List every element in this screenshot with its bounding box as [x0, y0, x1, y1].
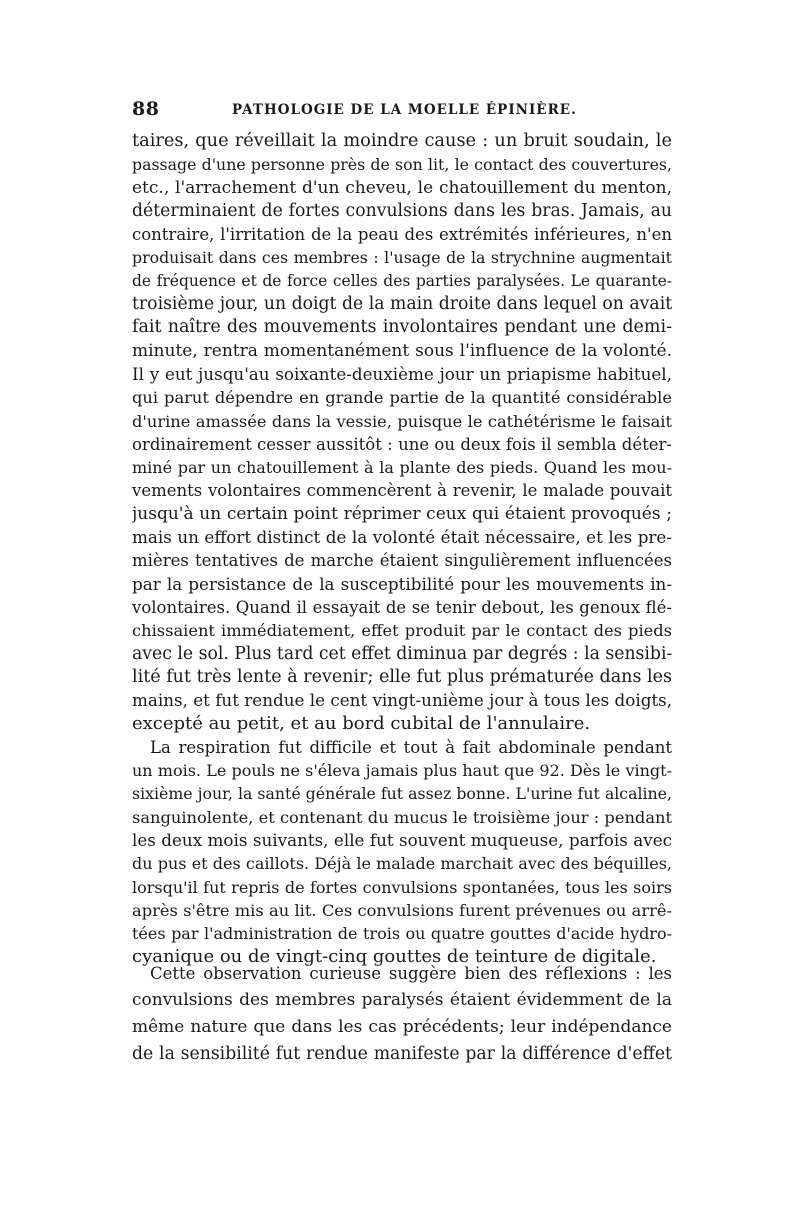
text-line: Cette observation curieuse suggère bien des réflexions : les: [150, 964, 672, 983]
paragraph-3: [132, 960, 672, 1068]
text-line: du pus et des caillots. Déjà le malade marchait avec des béquilles,: [132, 854, 672, 874]
text-line: etc., l'arrachement d'un cheveu, le chatouillement du menton,: [132, 177, 672, 198]
text-line: sanguinolente, et contenant du mucus le troisième jour : pendant: [132, 807, 672, 827]
text-line: de fréquence et de force celles des parties paralysées. Le quarante-: [132, 271, 672, 290]
text-line: produisait dans ces membres : l'usage de la strychnine augmentait: [132, 248, 672, 268]
text-line: avec le sol. Plus tard cet effet diminua par degrés : la sensibi-: [132, 643, 672, 664]
text-line: un mois. Le pouls ne s'éleva jamais plus haut que 92. Dès le vingt-: [132, 761, 672, 781]
running-head: [132, 98, 672, 120]
text-line: lorsqu'il fut repris de fortes convulsions spontanées, tous les soirs: [132, 877, 672, 897]
text-line: contraire, l'irritation de la peau des extrémités inférieures, n'en: [132, 225, 672, 245]
text-line: mières tentatives de marche étaient singulièrement influencées: [132, 551, 672, 571]
text-line: de la sensibilité fut rendue manifeste par la différence d'effet: [132, 1044, 672, 1064]
text-line: miné par un chatouillement à la plante des pieds. Quand les mou-: [132, 458, 672, 478]
text-line: mains, et fut rendue le cent vingt-unième jour à tous les doigts,: [132, 690, 672, 711]
text-line: Il y eut jusqu'au soixante-deuxième jour un priapisme habituel,: [132, 363, 672, 384]
text-line: sixième jour, la santé générale fut assez bonne. L'urine fut alcaline,: [132, 784, 672, 804]
text-line: La respiration fut difficile et tout à fait abdominale pendant: [150, 737, 672, 757]
text-line: mais un effort distinct de la volonté était nécessaire, et les pre-: [132, 527, 672, 548]
text-line: cyanique ou de vingt-cinq gouttes de teinture de digitale.: [132, 946, 657, 968]
text-line: volontaires. Quand il essayait de se tenir debout, les genoux flé-: [132, 597, 672, 617]
text-line: jusqu'à un certain point réprimer ceux qui étaient provoqués ;: [132, 503, 672, 524]
text-line: les deux mois suivants, elle fut souvent muqueuse, parfois avec: [132, 829, 672, 850]
running-title: PATHOLOGIE DE LA MOELLE ÉPINIÈRE.: [232, 102, 577, 118]
text-line: fait naître des mouvements involontaires pendant une demi-: [132, 317, 672, 338]
text-line: passage d'une personne près de son lit, le contact des couvertures,: [132, 155, 672, 175]
text-line: même nature que dans les cas précédents; leur indépendance: [132, 1017, 672, 1037]
page-number: 88: [132, 98, 160, 120]
text-line: après s'être mis au lit. Ces convulsions furent prévenues ou arrê-: [132, 900, 672, 920]
text-line: troisième jour, un doigt de la main droite dans lequel on avait: [132, 294, 672, 315]
text-line: tées par l'administration de trois ou quatre gouttes d'acide hydro-: [132, 924, 672, 944]
text-line: ordinairement cesser aussitôt : une ou deux fois il sembla déter-: [132, 434, 672, 454]
text-line: vements volontaires commencèrent à revenir, le malade pouvait: [132, 481, 672, 501]
paragraph-1: [132, 130, 672, 736]
text-line: excepté au petit, et au bord cubital de l'annulaire.: [132, 713, 591, 735]
text-line: qui parut dépendre en grande partie de la quantité considérable: [132, 388, 672, 408]
text-line: par la persistance de la susceptibilité pour les mouvements in-: [132, 573, 672, 594]
text-line: minute, rentra momentanément sous l'influence de la volonté.: [132, 340, 672, 361]
text-line: taires, que réveillait la moindre cause : un bruit soudain, le: [132, 131, 672, 151]
text-line: déterminaient de fortes convulsions dans les bras. Jamais, au: [132, 200, 672, 221]
body-text: [132, 130, 672, 969]
text-line: convulsions des membres paralysés étaient évidemment de la: [132, 990, 672, 1010]
text-line: d'urine amassée dans la vessie, puisque le cathétérisme le faisait: [132, 411, 672, 431]
text-line: lité fut très lente à revenir; elle fut plus prématurée dans les: [132, 666, 672, 687]
text-line: chissaient immédiatement, effet produit par le contact des pieds: [132, 621, 672, 641]
paragraph-2: [132, 736, 672, 969]
